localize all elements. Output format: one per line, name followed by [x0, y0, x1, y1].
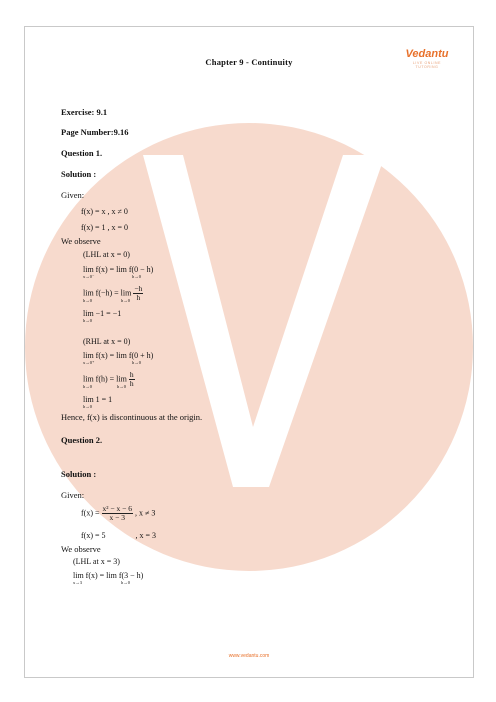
function-2-line-1	[81, 505, 155, 522]
lhl-step-3-expr: lim −1 = −1	[83, 309, 122, 318]
function-2-condition-1: , x ≠ 3	[134, 508, 156, 518]
rhl-step-2-denominator: h	[129, 379, 134, 388]
lhl-step-2-sub-2: h→0	[121, 298, 130, 303]
question-2-heading: Question 2.	[61, 435, 103, 445]
rhl-step-2-sub-1: h→0	[83, 384, 92, 389]
function-2-condition-2: , x = 3	[135, 531, 157, 540]
solution-1-heading: Solution :	[61, 169, 97, 179]
function-1-line-1: f(x) = x , x ≠ 0	[81, 207, 128, 216]
function-2-denominator: x − 3	[109, 513, 125, 522]
logo-brand: Vedantu	[405, 48, 449, 60]
rhl-step-2-sub-2: h→0	[117, 384, 126, 389]
observe-2-label: We observe	[61, 544, 101, 554]
footer-url: www.vedantu.com	[228, 653, 270, 659]
solution-2-heading: Solution :	[61, 469, 97, 479]
rhl-at-0-label: (RHL at x = 0)	[83, 337, 131, 346]
lhl3-step-1-sub-2: h→0	[121, 580, 130, 585]
logo-tagline: LIVE ONLINE TUTORING	[412, 61, 442, 69]
exercise-heading: Exercise: 9.1	[61, 107, 108, 117]
function-2-line-2-expr: f(x) = 5	[81, 531, 106, 540]
question-1-heading: Question 1.	[61, 148, 103, 158]
rhl-step-1-sub-2: h→0	[132, 360, 141, 365]
rhl-step-2	[83, 371, 135, 388]
lhl3-step-1	[73, 571, 144, 585]
lhl-step-2-numerator: −h	[134, 284, 143, 293]
lhl-step-3	[83, 309, 122, 323]
lhl-step-2-sub-1: h→0	[83, 298, 92, 303]
lhl-step-1-sub-1: x→0⁻	[83, 274, 95, 279]
lhl-step-1-sub-2: h→0	[132, 274, 141, 279]
lhl-step-2-denominator: h	[136, 293, 141, 302]
lhl3-step-1-expr: lim f(x) = lim f(3 − h)	[73, 571, 144, 580]
rhl-step-2-expr: lim f(h) = lim	[83, 374, 127, 384]
document-page	[24, 26, 474, 678]
rhl-step-1-sub-1: x→0⁺	[83, 360, 95, 365]
vedantu-logo	[401, 48, 453, 69]
function-2-prefix: f(x) =	[81, 508, 100, 518]
lhl-step-1-expr: lim f(x) = lim f(0 − h)	[83, 265, 154, 274]
watermark-circle	[25, 123, 473, 571]
conclusion-1: Hence, f(x) is discontinuous at the origin.	[61, 412, 203, 422]
page-number: Page Number:9.16	[61, 127, 129, 137]
function-2-fraction	[102, 505, 133, 522]
lhl-step-3-sub: h→0	[83, 318, 92, 323]
observe-1-label: We observe	[61, 236, 101, 246]
lhl-step-2-fraction	[133, 285, 143, 302]
page-header-title: Chapter 9 - Continuity	[205, 57, 293, 67]
lhl-at-0-label: (LHL at x = 0)	[83, 250, 130, 259]
given-2-label: Given:	[61, 490, 85, 500]
lhl3-step-1-sub-1: x→3	[73, 580, 82, 585]
function-2-numerator: x² − x − 6	[102, 504, 132, 513]
rhl-step-2-fraction	[129, 371, 135, 388]
function-1-line-2: f(x) = 1 , x = 0	[81, 223, 129, 232]
lhl-at-3-label: (LHL at x = 3)	[73, 557, 120, 566]
given-1-label: Given:	[61, 190, 85, 200]
rhl-step-3-expr: lim 1 = 1	[83, 395, 113, 404]
lhl-step-2-expr: lim f(−h) = lim	[83, 288, 132, 298]
rhl-step-1-expr: lim f(x) = lim f(0 + h)	[83, 351, 154, 360]
function-2-line-2	[81, 531, 156, 540]
rhl-step-1	[83, 351, 154, 365]
rhl-step-3-sub: h→0	[83, 404, 92, 409]
rhl-step-2-numerator: h	[129, 370, 134, 379]
lhl-step-1	[83, 265, 154, 279]
rhl-step-3	[83, 395, 113, 409]
lhl-step-2	[83, 285, 143, 302]
